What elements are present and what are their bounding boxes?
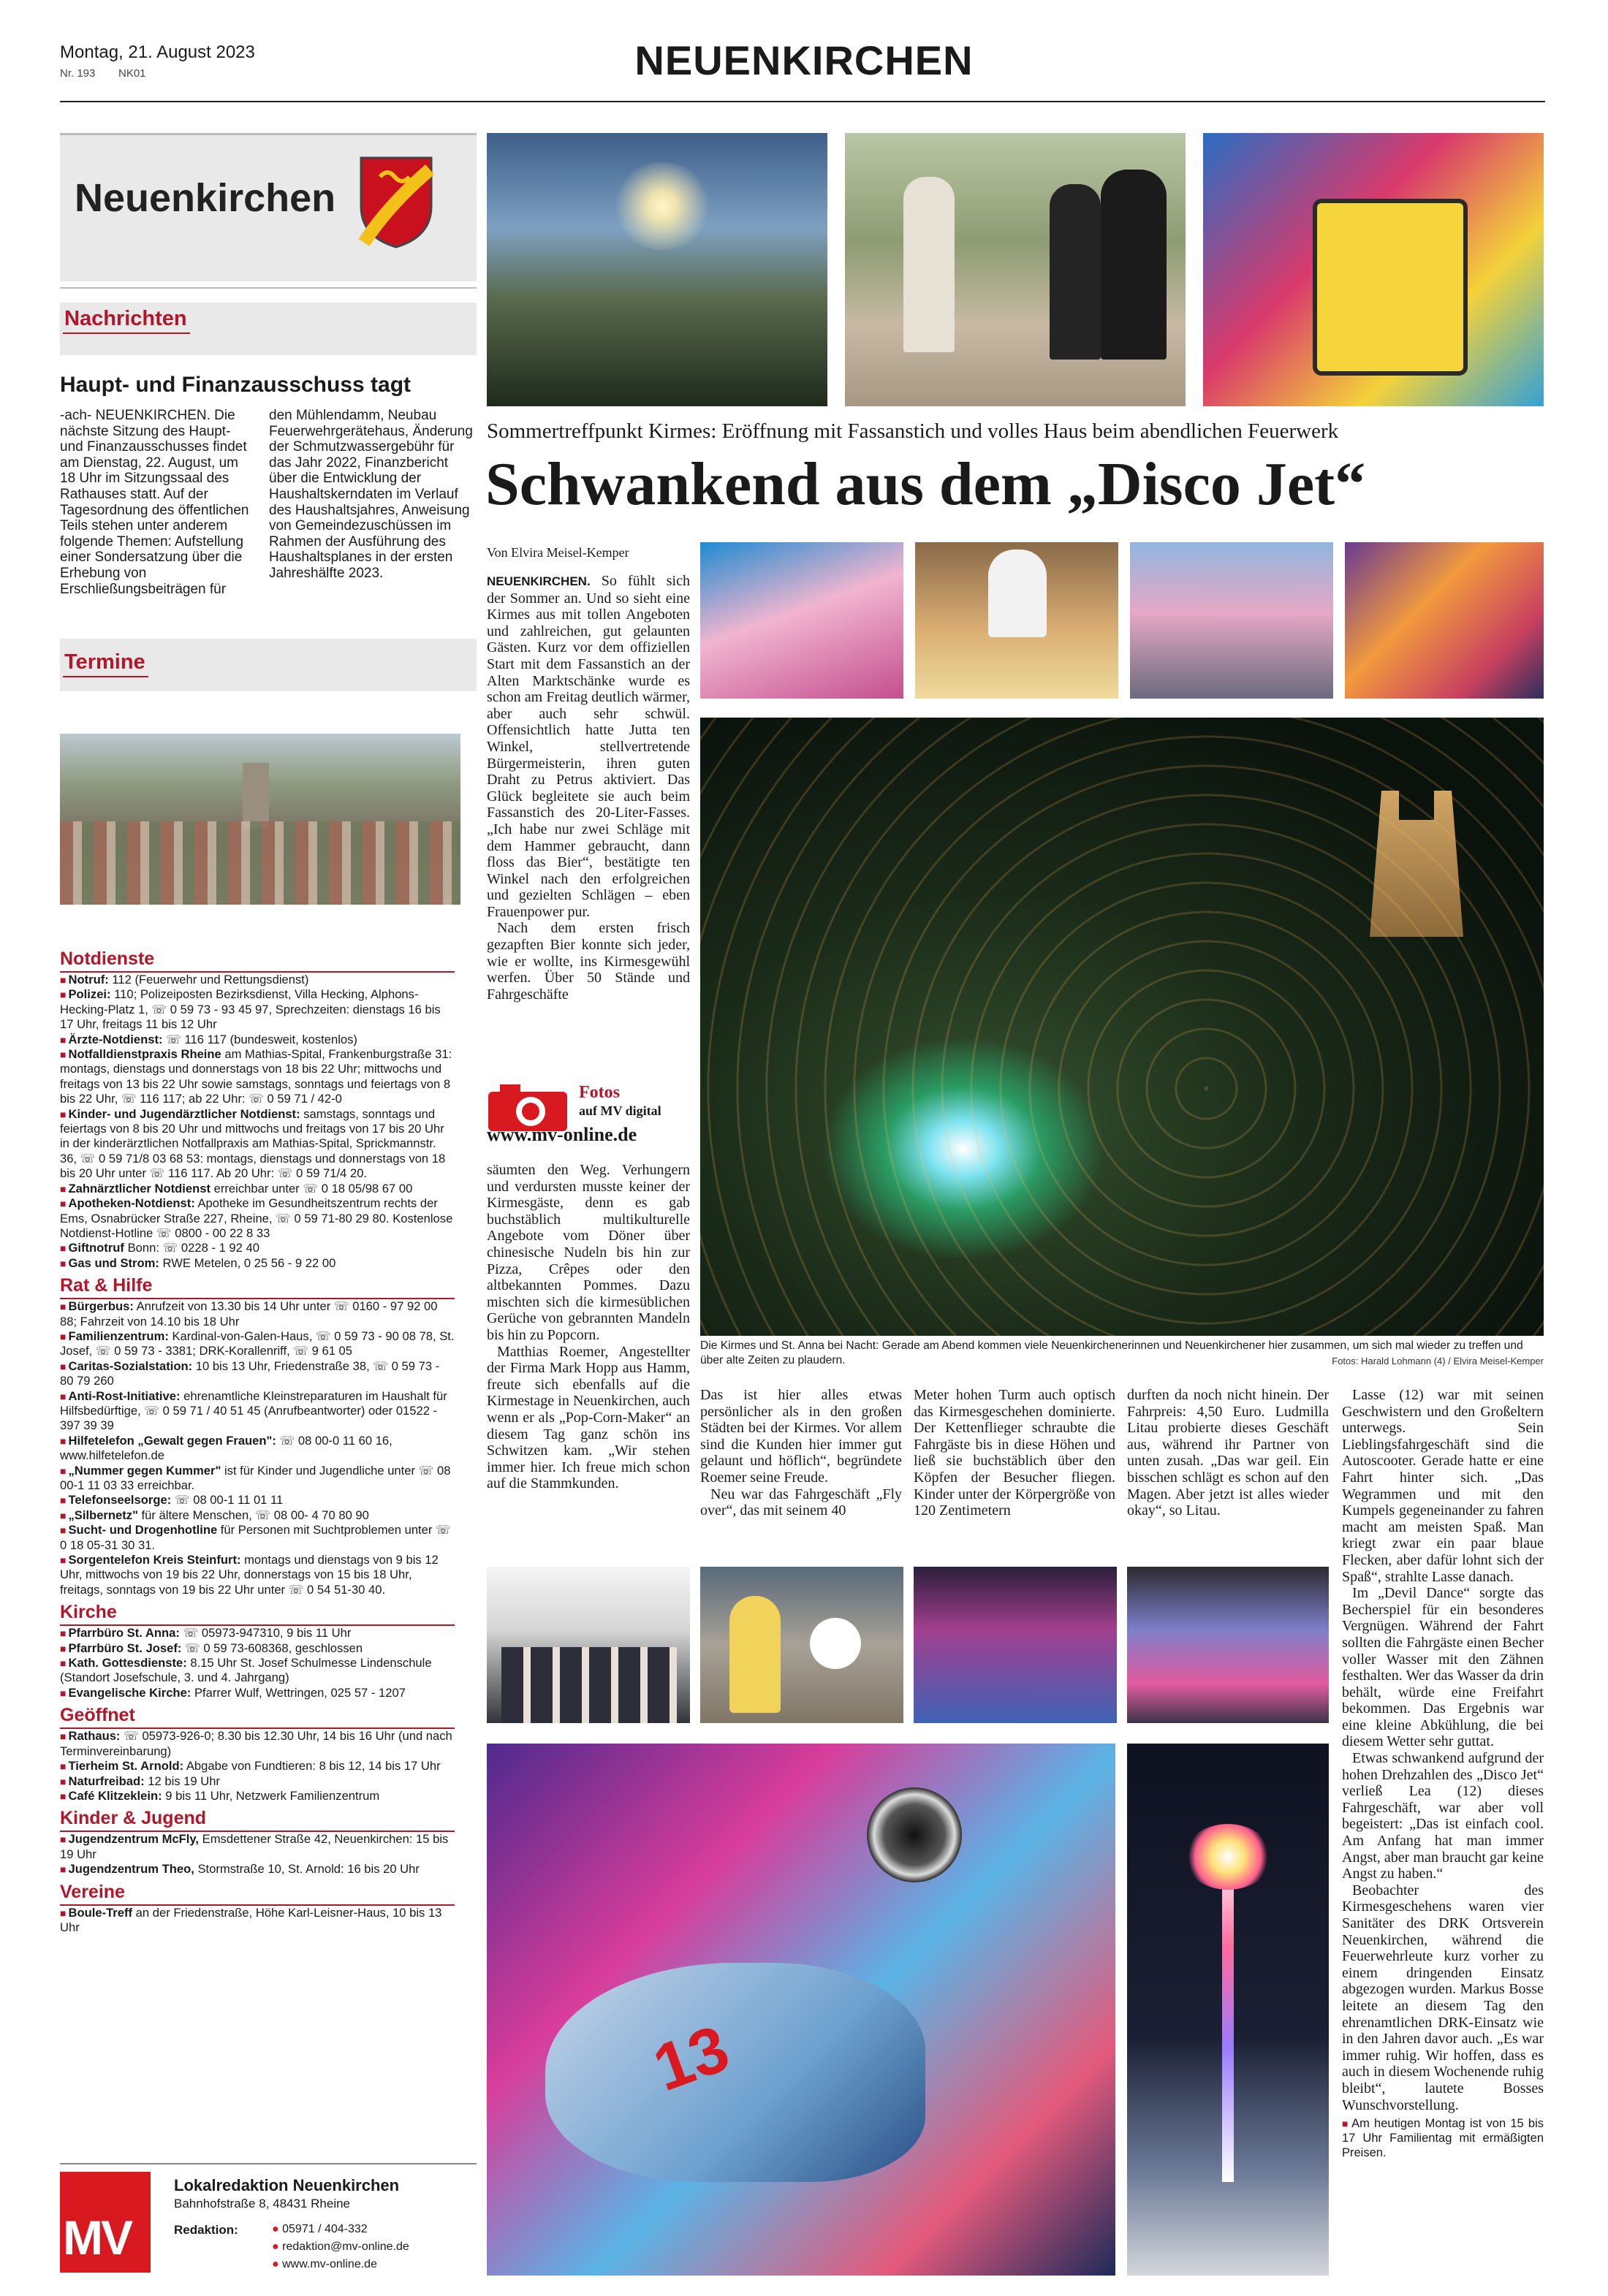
directory-section-title: Geöffnet xyxy=(60,1705,455,1729)
directory-entry-label: Sorgentelefon Kreis Steinfurt: xyxy=(68,1553,241,1567)
directory-entry-text: samstags, sonntags und feiertags von 8 bis 20 Uhr und mittwochs und freitags von 17 bis 20 Uhr in der kinderärztlichen Notfallpraxis am Mathias-Spital, Sprickmannstr. 36, ☏ 0 59 71/8 03 68 53: montags, dienstags und donnerstags von 18 bis 20 Uhr unter ☏ 116 117. Ab 20 Uhr: ☏ 0 59 71/4 20. xyxy=(60,1106,446,1181)
article-col3 xyxy=(914,1387,1115,1519)
tower-lights xyxy=(1222,1846,1234,2182)
bullet-icon: ■ xyxy=(60,1509,67,1521)
directory-entry-label: Jugendzentrum McFly, xyxy=(68,1832,200,1847)
fireworks-photo xyxy=(487,133,827,406)
footer-web-text: www.mv-online.de xyxy=(282,2258,377,2270)
directory-entry-label: Notfalldienstpraxis Rheine xyxy=(68,1047,221,1062)
directory-entry xyxy=(60,1033,455,1047)
bumper-cars-photo xyxy=(914,1567,1117,1723)
directory-entry-label: Pfarrbüro St. Anna: xyxy=(68,1626,180,1641)
directory-entry-label: Café Klitzeklein: xyxy=(68,1788,162,1803)
directory-entry-label: Evangelische Kirche: xyxy=(68,1685,191,1700)
directory-entry-text: für ältere Menschen, ☏ 08 00- 4 70 80 90 xyxy=(137,1508,369,1522)
truck-ride-photo xyxy=(1203,133,1544,406)
article-col5-para2: Im „Devil Dance“ sorgte das Becherspiel für ein besonderes Vergnügen. Während der Fahrt sollten die Fahrgäste einen Becher voller Wasser mit den Zähnen festhalten. Wer das Wasser da drin behält, würde eine Freifahrt bekommen. Das Ergebnis war eine kleine Abkühlung, die bei diesem Wetter sehr guttat. xyxy=(1342,1585,1544,1750)
tower-crown xyxy=(1184,1824,1272,1890)
directory-entry xyxy=(60,1523,455,1553)
directory-entry-label: Pfarrbüro St. Josef: xyxy=(68,1641,182,1655)
article-col5-para1: Lasse (12) war mit seinen Geschwistern und den Großeltern unterwegs. Sein Lieblingsfahrgeschäft sind die Autoscooter. Gerade hatte er eine Fahrt hinter sich. „Das Wegrammen und mit den Kumpels gegeneinander zu fahren macht am meisten Spaß. Man kriegt zwar ein paar blaue Flecken, aber dafür lohnt sich der Spaß“, strahlte Lasse danach. xyxy=(1342,1387,1544,1585)
termine-heading: Termine xyxy=(63,650,148,677)
article-col1-para1 xyxy=(487,573,690,920)
child-shape xyxy=(729,1596,781,1713)
person-shape xyxy=(1101,170,1167,360)
bullet-icon: ■ xyxy=(60,1494,67,1507)
bullet-icon: ■ xyxy=(60,1524,67,1537)
article-col1-cont xyxy=(487,1162,690,1492)
directory-entry xyxy=(60,1464,455,1494)
person-shape xyxy=(903,177,955,352)
directory-entry-text: ehrenamtliche Kleinstreparaturen im Haushalt für Hilfsbedürftige, ☏ 0 59 71 / 40 51 45 (Anrufbeantworter) oder 01522 - 397 39 39 xyxy=(60,1388,447,1433)
directory-entry xyxy=(60,1626,455,1641)
article-col1 xyxy=(487,573,690,1003)
directory-entry xyxy=(60,1759,455,1774)
bullet-icon: ■ xyxy=(60,1687,67,1699)
header-issue: Nr. 193 xyxy=(60,67,96,80)
promo-url: www.mv-online.de xyxy=(487,1124,637,1145)
disco-jet-ride-photo xyxy=(487,1744,1115,2276)
directory-entry xyxy=(60,1047,455,1107)
bullet-icon: ■ xyxy=(60,1464,67,1477)
directory-entry-text: ☏ 116 117 (bundesweit, kostenlos) xyxy=(162,1032,357,1046)
red-cross-team-photo xyxy=(487,1567,690,1723)
directory-entry xyxy=(60,1329,455,1359)
footer-phone xyxy=(272,2223,368,2236)
directory-section-title: Vereine xyxy=(60,1882,455,1906)
directory-entry-text: ist für Kinder und Jugendliche unter ☏ 08 00-1 11 03 33 erreichbar. xyxy=(60,1463,451,1492)
footer-email[interactable] xyxy=(272,2240,409,2254)
bullet-icon: ■ xyxy=(60,1182,67,1195)
bullet-icon: ■ xyxy=(60,974,67,986)
directory-entry-text: montags und dienstags von 9 bis 12 Uhr, mittwochs von 19 bis 22 Uhr, donnerstags von 15 bis 18 Uhr, freitags, sonntags von 19 bis 22 Uhr unter ☏ 0 54 51-30 40. xyxy=(60,1553,439,1597)
directory-entry-label: Jugendzentrum Theo, xyxy=(68,1862,194,1877)
footer-rule xyxy=(60,2163,477,2164)
directory-entry xyxy=(60,1906,455,1936)
coat-of-arms-icon xyxy=(358,155,434,250)
bullet-icon: ■ xyxy=(60,1360,67,1372)
directory-entry xyxy=(60,1493,455,1508)
bullet-icon: ■ xyxy=(60,1108,67,1120)
article-col5-para3: Etwas schwankend aufgrund der hohen Drehzahlen des „Disco Jet“ verließ Lea (12) dieses Fahrgeschäft, war aber voll begeistert: „Das ist einfach cool. Am Anfang hat man immer Angst, aber man braucht gar keine Angst zu haben.“ xyxy=(1342,1750,1544,1882)
firework-burst xyxy=(611,162,713,250)
mv-logo-text: MV xyxy=(63,2211,131,2265)
article-headline: Schwankend aus dem „Disco Jet“ xyxy=(485,450,1366,518)
directory-entry xyxy=(60,1508,455,1523)
directory-entry-label: Zahnärztlicher Notdienst xyxy=(68,1181,211,1195)
sidebar-divider xyxy=(60,287,477,289)
news-text-col2: den Mühlendamm, Neubau Feuerwehrgerätehaus, Änderung der Schmutzwassergebühr für das Jahr 2022, Finanzbericht über die Entwicklung der Haushaltskerndaten im Verlauf des Haushaltsjahres, Anweisung von Gemeindezuschüssen im Rahmen der Ausführung des Haushaltsplanes in der ersten Jahreshälfte 2023. xyxy=(269,408,473,581)
directory-entry-label: Telefonseelsorge: xyxy=(68,1493,172,1508)
bullet-icon: ■ xyxy=(60,1627,67,1640)
article-note xyxy=(1342,2116,1544,2160)
person-shape xyxy=(1050,184,1101,360)
directory-entry-text: ☏ 0 59 73-608368, geschlossen xyxy=(181,1641,363,1655)
church-tower-shape xyxy=(243,763,269,829)
bullet-icon: ■ xyxy=(60,1657,67,1670)
directory-entry-text: Kardinal-von-Galen-Haus, ☏ 0 59 73 - 90 08 78, St. Josef, ☏ 0 59 73 - 3381; DRK-Korallenriff, ☏ 9 61 05 xyxy=(60,1328,455,1358)
footer-label: Redaktion: xyxy=(174,2223,238,2237)
directory-entry xyxy=(60,1196,455,1241)
aerial-town-photo xyxy=(60,734,460,905)
bullet-icon: ■ xyxy=(60,1790,67,1802)
directory-entry xyxy=(60,1182,455,1196)
directory-entry-text: Abgabe von Fundtieren: 8 bis 12, 14 bis 17 Uhr xyxy=(183,1759,441,1774)
bullet-icon: ■ xyxy=(1342,2118,1350,2130)
directory-entry xyxy=(60,1862,455,1877)
directory-entry-label: Caritas-Sozialstation: xyxy=(68,1358,193,1373)
number-13-decal: 13 xyxy=(644,2011,739,2106)
article-col4 xyxy=(1127,1387,1329,1519)
article-col2 xyxy=(700,1387,902,1519)
directory-entry xyxy=(60,1434,455,1464)
bullet-icon: ■ xyxy=(60,1049,67,1061)
bullet-icon: ■ xyxy=(60,1033,67,1046)
article-col2-para1: Das ist hier alles etwas persönlicher als in den großen Städten bei der Kirmes. Vor allem sind die Kunden hier immer gut gelaunt und höflich“, begründete Roemer seine Freude. xyxy=(700,1387,902,1486)
bullet-icon: ■ xyxy=(60,1330,67,1342)
directory-sections xyxy=(60,949,455,1935)
sidebar-town-title: Neuenkirchen xyxy=(75,176,336,220)
devil-dance-photo xyxy=(1127,1567,1329,1723)
directory-entry xyxy=(60,1686,455,1700)
news-title: Haupt- und Finanzausschuss tagt xyxy=(60,373,412,397)
directory-entry-label: Kinder- und Jugendärztlicher Notdienst: xyxy=(68,1106,300,1121)
directory-entry xyxy=(60,1299,455,1329)
disco-jet-riders-photo xyxy=(1345,542,1544,699)
directory-entry-text: 9 bis 11 Uhr, Netzwerk Familienzentrum xyxy=(162,1788,380,1803)
footer-web[interactable] xyxy=(272,2258,377,2271)
footer-office: Lokalredaktion Neuenkirchen xyxy=(174,2176,400,2194)
directory-entry-label: Notruf: xyxy=(68,973,109,987)
directory-entry-text: Emsdettener Straße 42, Neuenkirchen: 15 bis 19 Uhr xyxy=(60,1832,449,1861)
directory-entry-label: Gas und Strom: xyxy=(68,1255,159,1270)
bullet-icon: ■ xyxy=(60,1775,67,1787)
directory-entry-label: Ärzte-Notdienst: xyxy=(68,1032,163,1046)
directory-entry-label: „Nummer gegen Kummer" xyxy=(68,1463,221,1478)
article-kicker: Sommertreffpunkt Kirmes: Eröffnung mit Fassanstich und volles Haus beim abendlichen Feuerwerk xyxy=(487,419,1339,443)
directory-entry-label: Polizei: xyxy=(68,987,111,1002)
directory-entry-label: Tierheim St. Arnold: xyxy=(68,1759,184,1774)
directory-entry-label: Anti-Rost-Initiative: xyxy=(68,1388,181,1403)
child-cotton-candy-photo xyxy=(700,1567,903,1723)
directory-entry-label: Boule-Treff xyxy=(68,1905,133,1920)
article-col5 xyxy=(1342,1387,1544,2160)
directory-entry-text: für Personen mit Suchtproblemen unter ☏ 0 18 05-31 30 31. xyxy=(60,1523,451,1552)
people-group-shape xyxy=(501,1647,677,1723)
bullet-icon: ■ xyxy=(60,1907,67,1919)
footer-phone-text: 05971 / 404-332 xyxy=(282,2223,368,2235)
directory-entry xyxy=(60,1359,455,1389)
directory-entry-label: Bürgerbus: xyxy=(68,1299,134,1314)
footer-email-text: redaktion@mv-online.de xyxy=(282,2240,409,2253)
dateline: NEUENKIRCHEN. xyxy=(487,574,591,588)
bullet-icon: ■ xyxy=(60,1390,67,1402)
header-date: Montag, 21. August 2023 xyxy=(60,42,255,62)
barrel-tapping-photo xyxy=(845,133,1186,406)
popcorn-maker-photo xyxy=(915,542,1118,699)
crowd-square-photo xyxy=(1130,542,1333,699)
article-byline: Von Elvira Meisel-Kemper xyxy=(487,545,629,560)
article-col5-para4: Beobachter des Kirmesgeschehens waren vier Sanitäter des DRK Ortsverein Neuenkirchen, während die Feuerwehrleute kurz vorher zu einem dringenden Einsatz abgezogen wurden. Markus Bosse leitete an diesem Tag den ehrenamtlichen DRK-Einsatz wie in den Jahren davor auch. „Es war immer ruhig. Wir hoffen, dass es auch in diesem Wochenende ruhig bleibt“, lautete Bosses Wunschvorstellung. xyxy=(1342,1882,1544,2113)
photo-promo[interactable] xyxy=(487,1076,690,1146)
directory-entry-text: 10 bis 13 Uhr, Friedenstraße 38, ☏ 0 59 73 - 80 79 260 xyxy=(60,1358,440,1388)
bullet-icon: ■ xyxy=(60,1642,67,1654)
bullet-icon: ■ xyxy=(60,1554,67,1567)
directory-entry xyxy=(60,1553,455,1597)
speaker-shape xyxy=(867,1787,962,1882)
header-rule xyxy=(60,101,1545,102)
directory-entry-text: 110; Polizeiposten Bezirksdienst, Villa Hecking, Alphons-Hecking-Platz 1, ☏ 0 59 73 - 93 45 97, Sprechzeiten: dienstags 16 bis 17 Uhr, freitags 11 bis 12 Uhr xyxy=(60,987,441,1032)
directory-entry-text: am Mathias-Spital, Frankenburgstraße 31: montags, dienstags und donnerstags von 18 bis 22 Uhr; mittwochs und freitags von 13 bis 22 Uhr sowie samstags, sonntags und feiertags von 8 bis 22 Uhr, ☏ 116 117; ab 22 Uhr: ☏ 0 59 71 / 42-0 xyxy=(60,1047,452,1106)
directory-entry-text: an der Friedenstraße, Höhe Karl-Leisner-Haus, 10 bis 13 Uhr xyxy=(60,1905,442,1934)
article-note-text: Am heutigen Montag ist von 15 bis 17 Uhr Familientag mit ermäßigten Preisen. xyxy=(1342,2117,1544,2160)
night-aerial-photo xyxy=(700,718,1544,1336)
bullet-icon: ■ xyxy=(60,1863,67,1876)
directory-section-title: Rat & Hilfe xyxy=(60,1275,455,1299)
bullet-icon: ■ xyxy=(60,1760,67,1773)
article-col1-para2: Nach dem ersten frisch gezapften Bier konnte sich jeder, wie er wollte, ins Kirmesgewühl werfen. Über 50 Stände und Fahrgeschäfte xyxy=(487,920,690,1003)
bullet-icon: ■ xyxy=(60,1257,67,1269)
bullet-icon: ■ xyxy=(60,1242,67,1255)
directory-entry xyxy=(60,1641,455,1656)
directory-entry-text: RWE Metelen, 0 25 56 - 9 22 00 xyxy=(159,1255,336,1270)
directory-entry-text: erreichbar unter ☏ 0 18 05/98 67 00 xyxy=(211,1181,413,1195)
directory-entry-label: Familienzentrum: xyxy=(68,1328,169,1343)
directory-entry-text: ☏ 05973-947310, 9 bis 11 Uhr xyxy=(179,1626,352,1641)
directory-entry-label: Giftnotruf xyxy=(68,1241,124,1255)
directory-entry-text: 12 bis 19 Uhr xyxy=(144,1774,220,1788)
directory-entry xyxy=(60,1389,455,1434)
directory-section-title: Notdienste xyxy=(60,949,455,973)
directory-entry-label: Naturfreibad: xyxy=(68,1774,145,1788)
bullet-icon: ■ xyxy=(60,989,67,1001)
fly-over-tower-photo xyxy=(1127,1744,1329,2276)
street-lights xyxy=(700,718,1544,1336)
mail-icon: ● xyxy=(272,2240,279,2253)
directory-entry-label: Hilfetelefon „Gewalt gegen Frauen": xyxy=(68,1433,276,1448)
directory-entry xyxy=(60,987,455,1032)
article-col1-text: So fühlt sich der Sommer an. Und so sieht eine Kirmes aus mit tollen Angeboten und zahlreichen, gut gelaunten Gästen. Kurz vor dem offiziellen Start mit dem Fassanstich an der Alten Marktschänke wurde es schon am Freitag deutlich wärmer, aber auch sehr schwül. Offensichtlich hatte Jutta ten Winkel, stellvertretende Bürgermeisterin, ihren guten Draht zu Petrus aktiviert. Das Glück begleitete sie auch beim Fassanstich des 20-Liter-Fasses. „Ich habe nur zwei Schläge mit dem Hammer gebraucht, dann floss das Bier“, bestätigte ten Winkel nach den erfolgreichen und gezielten Schlägen – eben Frauenpower pur. xyxy=(487,573,690,920)
directory-entry xyxy=(60,1729,455,1759)
footer-address: Bahnhofstraße 8, 48431 Rheine xyxy=(174,2197,351,2211)
directory-entry-label: Kath. Gottesdienste: xyxy=(68,1656,187,1670)
directory-section-title: Kirche xyxy=(60,1602,455,1626)
directory-entry-label: Rathaus: xyxy=(68,1729,121,1744)
directory-entry-text: ☏ 08 00-1 11 01 11 xyxy=(171,1493,284,1508)
directory-entry-label: „Silbernetz" xyxy=(68,1508,138,1522)
photo-caption: Die Kirmes und St. Anna bei Nacht: Gerade am Abend kommen viele Neuenkirchenerinnen und Neuenkirchener hier zusammen, um sich mal wieder zu treffen und über alte Zeiten zu plaudern. xyxy=(700,1339,1523,1366)
directory-entry-label: Apotheken-Notdienst: xyxy=(68,1196,195,1211)
person-shape xyxy=(988,550,1047,637)
page-title: NEUENKIRCHEN xyxy=(634,37,974,83)
directory-entry-text: 112 (Feuerwehr und Rettungsdienst) xyxy=(108,973,309,987)
cotton-candy-shape xyxy=(810,1618,861,1669)
directory-entry-text: Pfarrer Wulf, Wettringen, 025 57 - 1207 xyxy=(191,1685,406,1700)
globe-icon: ● xyxy=(272,2258,279,2270)
directory-entry xyxy=(60,1256,455,1271)
directory-entry-text: 8.15 Uhr St. Josef Schulmesse Lindenschule (Standort Josefschule, 3. und 4. Jahrgang) xyxy=(60,1656,432,1685)
article-col2-para2: Neu war das Fahrgeschäft „Fly over“, das mit seinem 40 xyxy=(700,1486,902,1519)
directory-entry xyxy=(60,1656,455,1686)
article-col3-para1: Meter hohen Turm auch optisch das Kirmesgeschehen dominierte. Der Kettenflieger schraubte die Fahrgäste bis in diese Höhen und ließ sie buchstäblich über den Köpfen der Besucher fliegen. Kinder unter der Körpergröße von 120 Zentimetern xyxy=(914,1387,1115,1519)
bullet-icon: ■ xyxy=(60,1301,67,1313)
photo-credit: Fotos: Harald Lohmann (4) / Elvira Meisel-Kemper xyxy=(1332,1356,1544,1366)
bullet-icon: ■ xyxy=(60,1434,67,1447)
directory-entry-text: Apotheke im Gesundheitszentrum rechts der Ems, Osnabrücker Straße 227, Rheine, ☏ 0 59 71-80 29 80. Kostenlose Notdienst-Hotline ☏ 0800 - 00 22 8 33 xyxy=(60,1196,453,1240)
directory-entry xyxy=(60,1241,455,1255)
bullet-icon: ■ xyxy=(60,1198,67,1210)
article-col4-para1: durften da noch nicht hinein. Der Fahrpreis: 4,50 Euro. Ludmilla Litau probierte dieses Geschäft aus, während ihr Partner von unten zusah. „Das war geil. Ein bisschen schlägt es schon auf den Magen. Aber jetzt ist alles wieder okay“, so Litau. xyxy=(1127,1387,1329,1519)
bullet-icon: ■ xyxy=(60,1833,67,1846)
directory-entry-text: Stormstraße 10, St. Arnold: 16 bis 20 Uhr xyxy=(194,1862,420,1877)
news-heading: Nachrichten xyxy=(63,307,190,334)
promo-mid: auf MV digital xyxy=(579,1103,661,1118)
article-col1-para4: Matthias Roemer, Angestellter der Firma Mark Hopp aus Hamm, freute sich ebenfalls auf die Kirmestage in Neuenkirchen, auch wenn er als „Pop-Corn-Maker“ an diesem Tag ganz schön ins Schwitzen kam. „Wir stehen immer hier. Ich freue mich schon auf die Stammkunden. xyxy=(487,1343,690,1492)
directory-entry-text: ☏ 05973-926-0; 8.30 bis 12.30 Uhr, 14 bis 16 Uhr (und nach Terminvereinbarung) xyxy=(60,1729,452,1758)
directory-entry xyxy=(60,1774,455,1789)
directory-entry-text: Bonn: ☏ 0228 - 1 92 40 xyxy=(124,1241,259,1255)
directory-entry-text: ☏ 08 00-0 11 60 16, www.hilfetelefon.de xyxy=(60,1433,392,1463)
directory-entry-label: Sucht- und Drogenhotline xyxy=(68,1523,218,1537)
directory-entry xyxy=(60,973,455,987)
directory-entry-text: Anrufzeit von 13.30 bis 14 Uhr unter ☏ 0160 - 97 92 00 88; Fahrzeit von 14.10 bis 18 Uhr xyxy=(60,1299,438,1328)
directory-entry xyxy=(60,1107,455,1182)
news-text-col1: -ach- NEUENKIRCHEN. Die nächste Sitzung des Haupt- und Finanzausschusses findet am Dienstag, 22. August, um 18 Uhr im Sitzungssaal des Rathauses statt. Auf der Tagesordnung des öffentlichen Teils stehen unter anderem folgende Themen: Aufstellung einer Sondersatzung über die Erhebung von Erschließungsbeiträgen für xyxy=(60,408,249,597)
directory xyxy=(60,949,455,1935)
bullet-icon: ■ xyxy=(60,1730,67,1743)
roofs-shape xyxy=(60,821,460,905)
toy-truck-shape xyxy=(1313,199,1468,376)
directory-section-title: Kinder & Jugend xyxy=(60,1808,455,1832)
ride-lights-photo xyxy=(700,542,903,699)
promo-top: Fotos xyxy=(579,1083,620,1102)
directory-entry xyxy=(60,1789,455,1803)
directory-entry xyxy=(60,1832,455,1862)
phone-icon: ● xyxy=(272,2223,279,2235)
article-col1-para3: säumten den Weg. Verhungern und verdursten musste keiner der Kirmesgäste, denn es gab buchstäblich multikulturelle Angebote vom Döner über chinesische Nudeln bis hin zur Pizza, Crêpes oder den altbekannten Pommes. Dazu mischten sich die kirmesüblichen Gerüche von gebrannten Mandeln bis hin zu Popcorn. xyxy=(487,1162,690,1343)
header-edition: NK01 xyxy=(118,67,146,80)
